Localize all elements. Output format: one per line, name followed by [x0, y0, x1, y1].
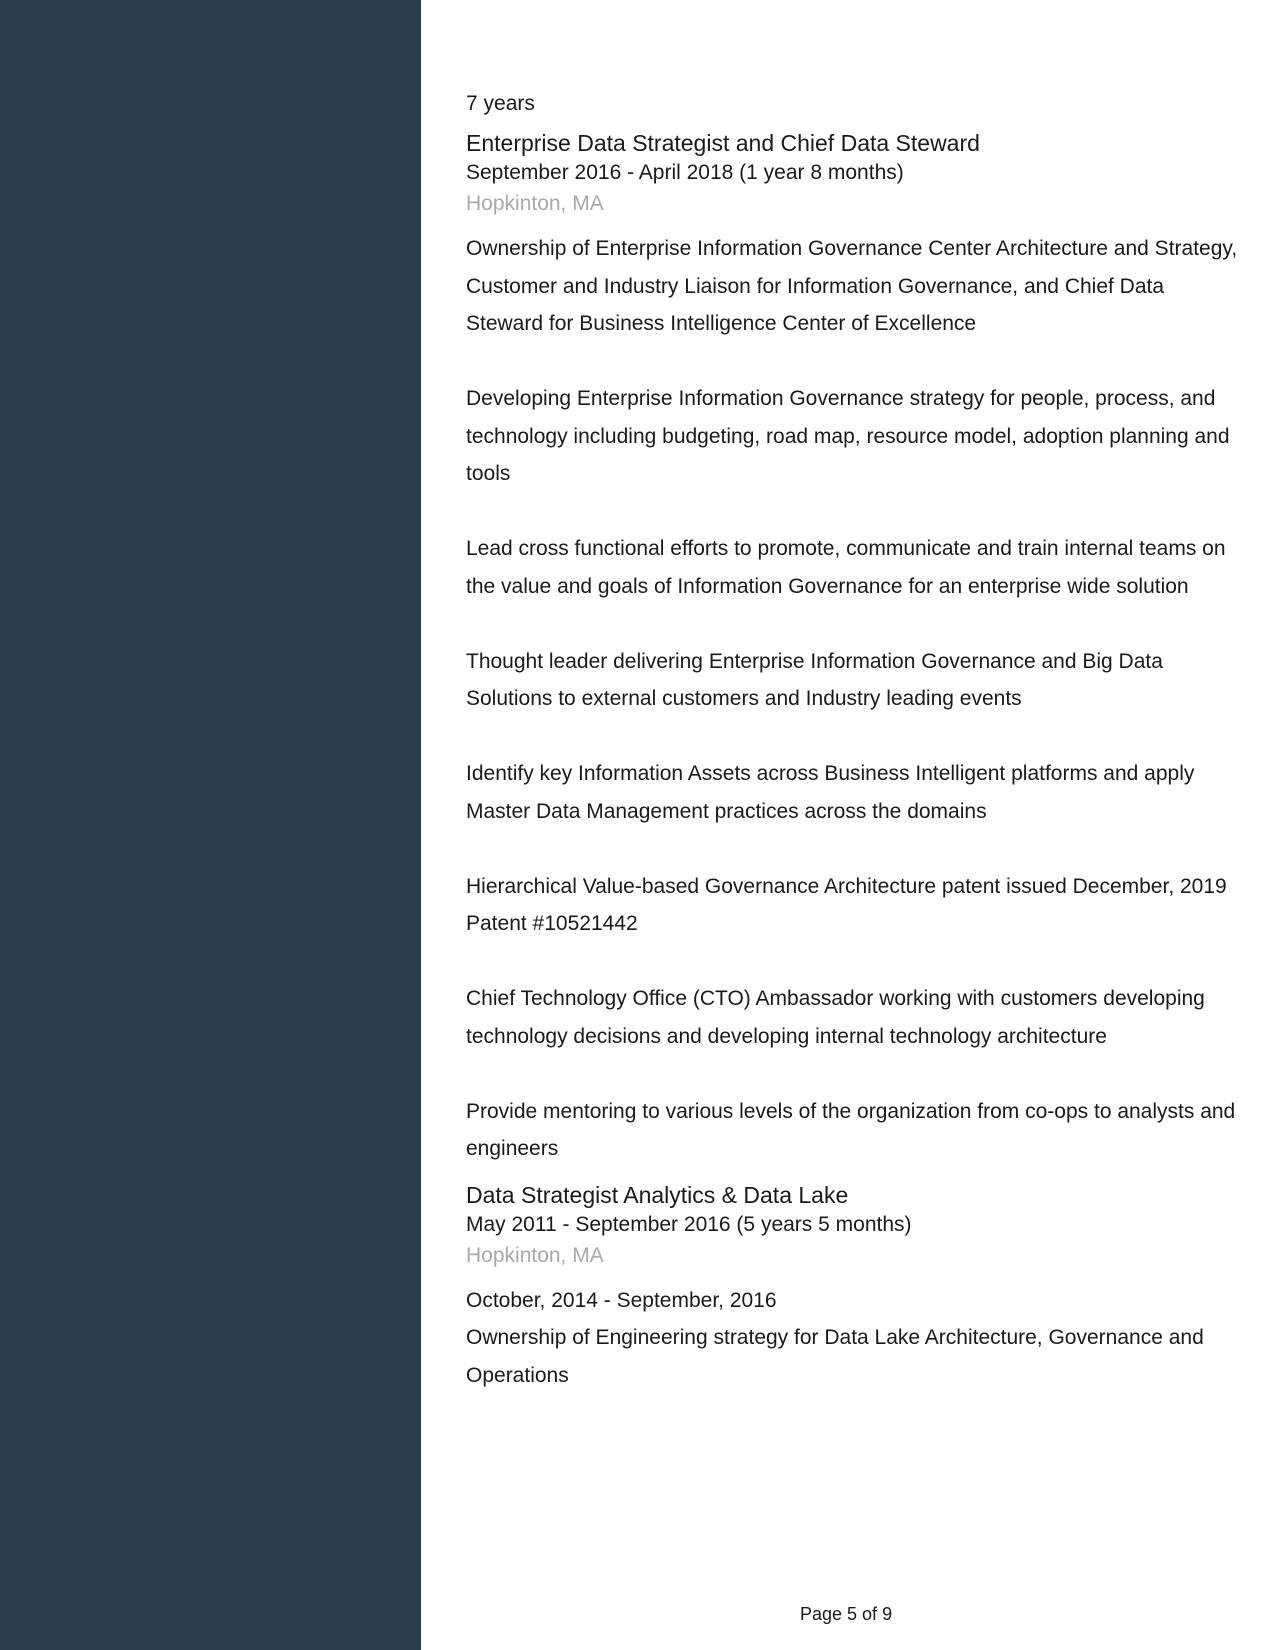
- job-description-paragraph: Lead cross functional efforts to promote, communicate and train internal teams on the value and goals of Information Governance for an enterprise wide solution: [466, 537, 1226, 598]
- job-description-paragraph: Developing Enterprise Information Governance strategy for people, process, and technology including budgeting, road map, resource model, adoption planning and tools: [466, 387, 1230, 485]
- job-description-paragraph: Thought leader delivering Enterprise Information Governance and Big Data Solutions to external customers and Industry leading events: [466, 649, 1163, 710]
- job-location: Hopkinton, MA: [466, 1243, 604, 1267]
- job-entry: [466, 1180, 1246, 1395]
- sidebar-panel: [0, 0, 421, 1650]
- main-content: [466, 88, 1246, 1432]
- job-title: Enterprise Data Strategist and Chief Data Steward: [466, 130, 980, 156]
- job-description-paragraph: Hierarchical Value-based Governance Architecture patent issued December, 2019 Patent #10521442: [466, 874, 1227, 935]
- job-location: Hopkinton, MA: [466, 192, 604, 215]
- job-entry: [466, 128, 1246, 1168]
- page-number: Page 5 of 9: [800, 1604, 893, 1624]
- job-dates: September 2016 - April 2018 (1 year 8 months): [466, 161, 904, 184]
- job-description-paragraph: October, 2014 - September, 2016: [466, 1288, 777, 1312]
- job-description-paragraph: Ownership of Enterprise Information Governance Center Architecture and Strategy, Customer and Industry Liaison for Information Governance, and Chief Data Steward for Business Intelligence Center of Excellence: [466, 237, 1238, 335]
- job-description-paragraph: Ownership of Engineering strategy for Data Lake Architecture, Governance and Operations: [466, 1326, 1204, 1387]
- job-description-paragraph: Chief Technology Office (CTO) Ambassador working with customers developing technology decisions and developing internal technology architecture: [466, 987, 1205, 1048]
- job-description-paragraph: Provide mentoring to various levels of the organization from co-ops to analysts and engineers: [466, 1099, 1236, 1160]
- job-dates: May 2011 - September 2016 (5 years 5 months): [466, 1212, 912, 1236]
- company-tenure: 7 years: [466, 92, 535, 115]
- job-title: Data Strategist Analytics & Data Lake: [466, 1181, 849, 1208]
- job-description-paragraph: Identify key Information Assets across Business Intelligent platforms and apply Master Data Management practices across the domains: [466, 762, 1195, 823]
